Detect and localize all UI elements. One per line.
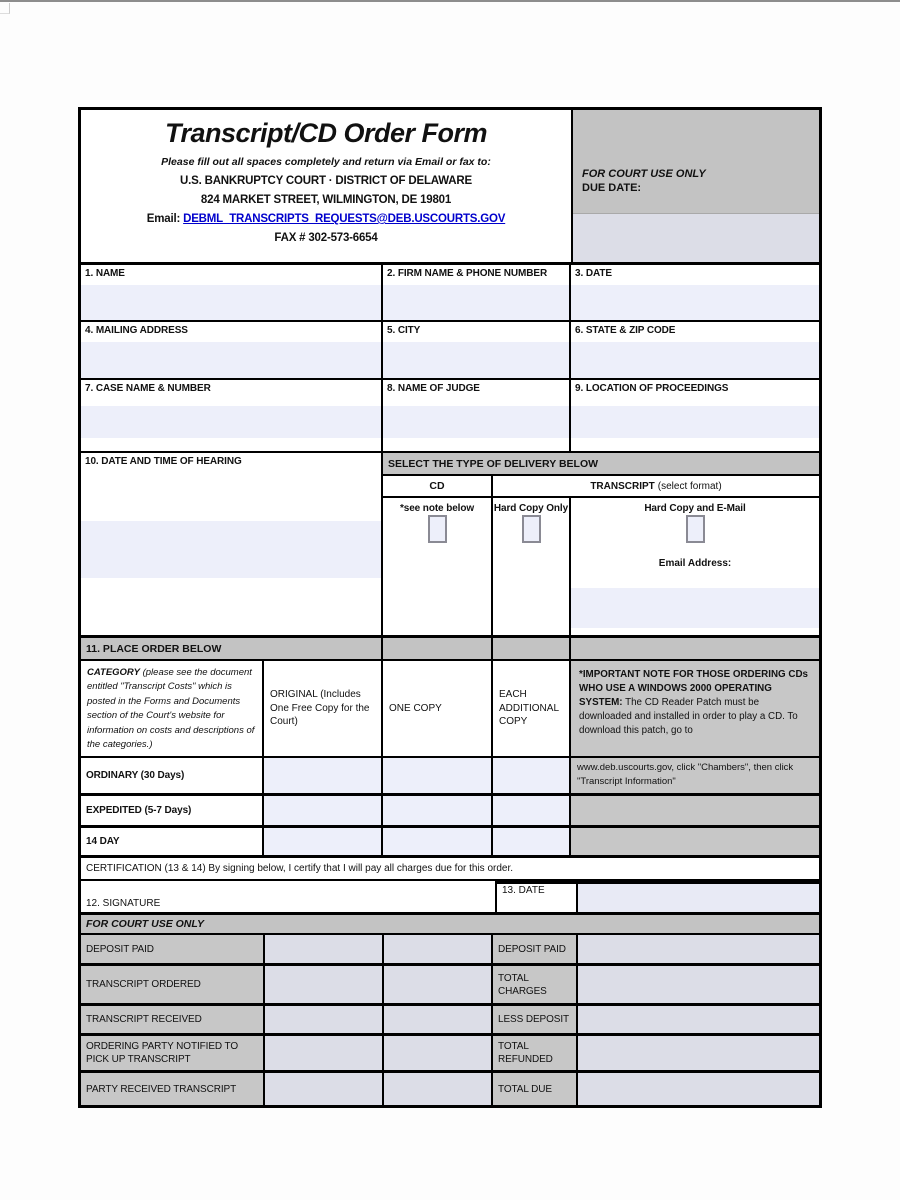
fax-line: FAX # 302-573-6654 xyxy=(274,232,378,244)
deposit-paid-label: DEPOSIT PAID xyxy=(81,935,265,963)
important-note-bold: *IMPORTANT NOTE FOR THOSE ORDERING CDs WHO USE A WINDOWS 2000 OPERATING SYSTEM: xyxy=(579,669,808,708)
hearing-delivery-row xyxy=(81,453,819,638)
delivery-column-headers xyxy=(383,476,819,498)
field-judge xyxy=(383,380,571,451)
location-input[interactable] xyxy=(571,406,819,438)
court-use-row xyxy=(81,935,819,966)
field-label: 5. CITY xyxy=(387,325,421,336)
email-link[interactable]: DEBML_TRANSCRIPTS_REQUESTS@DEB.USCOURTS.GOV xyxy=(183,213,506,225)
case-name-number-input[interactable] xyxy=(81,406,381,438)
gray-spacer-cell xyxy=(571,828,819,855)
fourteen-day-label: 14 DAY xyxy=(81,828,264,855)
expedited-label: EXPEDITED (5-7 Days) xyxy=(81,796,264,825)
party-received-transcript-label: PARTY RECEIVED TRANSCRIPT xyxy=(81,1073,265,1105)
delivery-section xyxy=(383,453,819,635)
certification-text: CERTIFICATION (13 & 14) By signing below, I certify that I will pay all charges due for this order. xyxy=(86,863,514,874)
gray-spacer-cell xyxy=(493,638,571,659)
court-use-input[interactable] xyxy=(265,935,384,963)
email-label: Email: xyxy=(146,213,181,225)
gray-spacer-cell xyxy=(571,638,819,659)
email-address-label: Email Address: xyxy=(658,558,732,569)
due-date-label: DUE DATE: xyxy=(582,182,642,194)
important-note-text: The CD Reader Patch must be downloaded and installed in order to play a CD. To download this patch, go to xyxy=(579,696,798,736)
form-subtitle: Please fill out all spaces completely and return via Email or fax to: xyxy=(161,156,491,168)
expedited-additional-input[interactable] xyxy=(493,796,571,825)
court-use-input[interactable] xyxy=(265,1036,384,1070)
total-refunded-label: TOTAL REFUNDED xyxy=(493,1036,578,1070)
certification-row xyxy=(81,858,819,881)
field-case-name-number xyxy=(81,380,383,451)
deposit-paid-right-label: DEPOSIT PAID xyxy=(493,935,578,963)
name-input[interactable] xyxy=(81,285,381,320)
expedited-original-input[interactable] xyxy=(264,796,383,825)
court-use-input[interactable] xyxy=(578,1006,819,1033)
field-label: 7. CASE NAME & NUMBER xyxy=(85,383,211,394)
judge-input[interactable] xyxy=(383,406,569,438)
court-use-header-box xyxy=(573,110,819,262)
court-use-input[interactable] xyxy=(578,1036,819,1070)
category-description xyxy=(81,661,264,756)
place-order-header xyxy=(81,638,383,659)
hearing-datetime-input[interactable] xyxy=(81,521,381,578)
court-use-input[interactable] xyxy=(265,966,384,1003)
hard-copy-email-option xyxy=(571,498,819,635)
original-column-header: ORIGINAL (Includes One Free Copy for the Court) xyxy=(264,661,383,756)
ordinary-row xyxy=(81,758,819,796)
field-label: 3. DATE xyxy=(575,268,612,279)
place-order-header-row xyxy=(81,638,819,661)
ordering-party-notified-label: ORDERING PARTY NOTIFIED TO PICK UP TRANSCRIPT xyxy=(81,1036,265,1070)
for-court-use-only-label: FOR COURT USE ONLY xyxy=(582,168,706,180)
field-state-zip xyxy=(571,322,819,378)
fields-row-3 xyxy=(81,380,819,453)
fourteen-day-original-input[interactable] xyxy=(264,828,383,855)
field-firm-phone xyxy=(383,265,571,320)
email-line xyxy=(81,213,571,225)
court-use-input[interactable] xyxy=(265,1073,384,1105)
important-note xyxy=(571,661,819,756)
fourteen-day-additional-input[interactable] xyxy=(493,828,571,855)
field-label: 10. DATE AND TIME OF HEARING xyxy=(85,456,242,467)
transcript-order-form xyxy=(78,107,822,1108)
hard-copy-only-option xyxy=(493,498,571,635)
fields-row-1 xyxy=(81,265,819,322)
scan-artifact xyxy=(0,3,10,14)
court-use-input[interactable] xyxy=(578,935,819,963)
transcript-received-label: TRANSCRIPT RECEIVED xyxy=(81,1006,265,1033)
signature-row xyxy=(81,881,819,915)
email-address-input[interactable] xyxy=(571,588,819,628)
scan-edge-line xyxy=(0,0,900,2)
form-header xyxy=(81,110,573,262)
court-use-input[interactable] xyxy=(578,966,819,1003)
place-order-label: 11. PLACE ORDER BELOW xyxy=(86,642,222,655)
cd-option xyxy=(383,498,493,635)
category-label: CATEGORY xyxy=(87,667,140,678)
transcript-ordered-label: TRANSCRIPT ORDERED xyxy=(81,966,265,1003)
hard-copy-email-label: Hard Copy and E-Mail xyxy=(644,503,746,514)
signature-field[interactable]: 12. SIGNATURE xyxy=(81,881,497,912)
cd-column-header: CD xyxy=(383,476,493,496)
firm-phone-input[interactable] xyxy=(383,285,569,320)
court-use-section-header: FOR COURT USE ONLY xyxy=(81,915,819,933)
field-label: 9. LOCATION OF PROCEEDINGS xyxy=(575,383,729,394)
date-input[interactable] xyxy=(571,285,819,320)
court-use-input[interactable] xyxy=(384,966,493,1003)
ordinary-additional-input[interactable] xyxy=(493,758,571,793)
select-format-note: (select format) xyxy=(657,480,722,492)
court-use-input[interactable] xyxy=(384,1036,493,1070)
gray-spacer-cell xyxy=(383,638,493,659)
court-use-row xyxy=(81,966,819,1006)
hard-copy-only-label: Hard Copy Only xyxy=(493,503,569,514)
field-label: 8. NAME OF JUDGE xyxy=(387,383,480,394)
field-hearing-datetime xyxy=(81,453,383,635)
state-zip-input[interactable] xyxy=(571,342,819,378)
field-location xyxy=(571,380,819,451)
hard-copy-only-checkbox[interactable] xyxy=(522,515,541,543)
court-use-input[interactable] xyxy=(384,1006,493,1033)
less-deposit-label: LESS DEPOSIT xyxy=(493,1006,578,1033)
one-copy-column-header: ONE COPY xyxy=(383,661,493,756)
field-date xyxy=(571,265,819,320)
form-header-row xyxy=(81,110,819,265)
see-note-label: *see note below xyxy=(399,503,475,514)
delivery-options xyxy=(383,498,819,635)
ordinary-original-input[interactable] xyxy=(264,758,383,793)
expedited-row xyxy=(81,796,819,828)
court-use-input[interactable] xyxy=(384,1073,493,1105)
fourteen-day-row xyxy=(81,828,819,858)
court-name: U.S. BANKRUPTCY COURT · DISTRICT OF DELAWARE xyxy=(180,175,472,187)
court-use-input[interactable] xyxy=(384,935,493,963)
city-input[interactable] xyxy=(383,342,569,378)
mailing-address-input[interactable] xyxy=(81,342,381,378)
field-city xyxy=(383,322,571,378)
ordinary-one-copy-input[interactable] xyxy=(383,758,493,793)
field-label: 1. NAME xyxy=(85,268,125,279)
fields-row-2 xyxy=(81,322,819,380)
fourteen-day-one-copy-input[interactable] xyxy=(383,828,493,855)
field-name xyxy=(81,265,383,320)
field-label: 6. STATE & ZIP CODE xyxy=(575,325,676,336)
hard-copy-email-checkbox[interactable] xyxy=(686,515,705,543)
field-label: 2. FIRM NAME & PHONE NUMBER xyxy=(387,268,548,279)
transcript-label: TRANSCRIPT xyxy=(590,480,655,492)
field-mailing-address xyxy=(81,322,383,378)
field-label: 4. MAILING ADDRESS xyxy=(85,325,188,336)
date-13-input[interactable] xyxy=(578,881,819,912)
cd-checkbox[interactable] xyxy=(428,515,447,543)
court-use-section-header-row xyxy=(81,915,819,935)
patch-download-link-text: www.deb.uscourts.gov, click "Chambers", then click "Transcript Information" xyxy=(571,758,819,793)
total-charges-label: TOTAL CHARGES xyxy=(493,966,578,1003)
category-row xyxy=(81,661,819,758)
court-use-row xyxy=(81,1036,819,1073)
category-note: (please see the document entitled "Transcript Costs" which is posted in the Forms and Documents section of the Court's website for information on costs and descriptions of the categories.) xyxy=(87,667,255,751)
total-due-label: TOTAL DUE xyxy=(493,1073,578,1105)
due-date-input[interactable] xyxy=(573,214,819,262)
court-use-gray-panel xyxy=(573,110,819,214)
court-use-row xyxy=(81,1006,819,1036)
court-use-input[interactable] xyxy=(265,1006,384,1033)
date-13-label: 13. DATE xyxy=(497,881,578,912)
court-use-input[interactable] xyxy=(578,1073,819,1105)
expedited-one-copy-input[interactable] xyxy=(383,796,493,825)
court-address: 824 MARKET STREET, WILMINGTON, DE 19801 xyxy=(200,194,452,206)
gray-spacer-cell xyxy=(571,796,819,825)
form-title: Transcript/CD Order Form xyxy=(164,118,488,148)
ordinary-label: ORDINARY (30 Days) xyxy=(81,758,264,793)
court-use-row xyxy=(81,1073,819,1105)
each-additional-column-header: EACH ADDITIONAL COPY xyxy=(493,661,571,756)
transcript-column-header xyxy=(493,476,819,496)
delivery-header: SELECT THE TYPE OF DELIVERY BELOW xyxy=(383,453,819,476)
